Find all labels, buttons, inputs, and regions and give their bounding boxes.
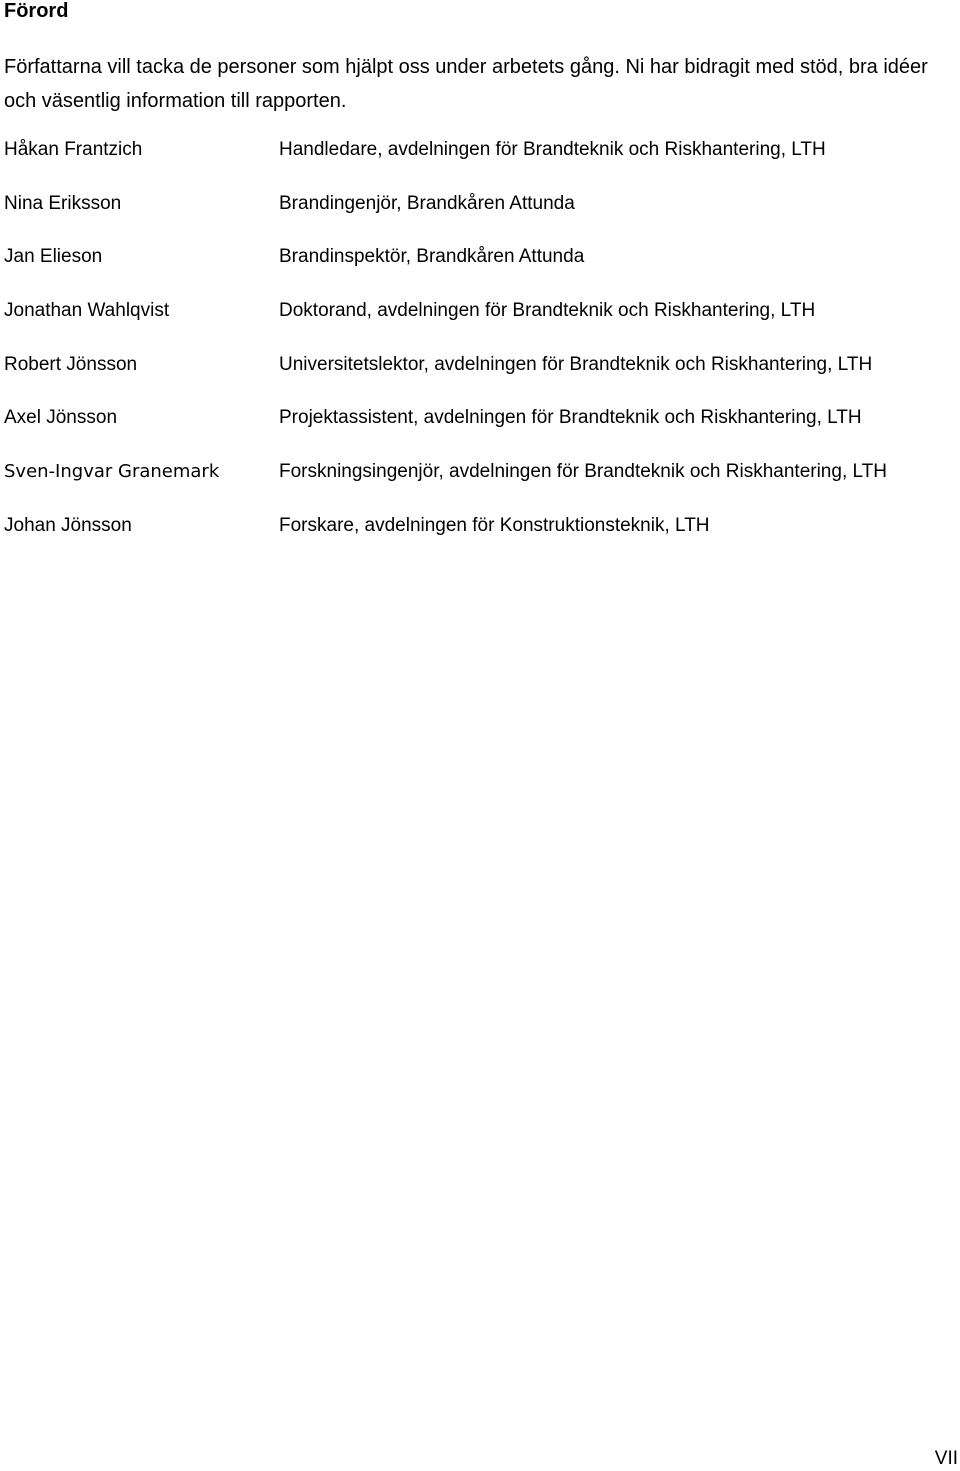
- list-item: [0, 348, 960, 402]
- person-role: Handledare, avdelningen för Brandteknik och Riskhantering, LTH: [279, 139, 826, 160]
- person-name: Jonathan Wahlqvist: [4, 300, 170, 322]
- list-item: [0, 455, 960, 509]
- person-name: Robert Jönsson: [4, 353, 138, 375]
- list-item: [0, 509, 960, 563]
- person-role: Universitetslektor, avdelningen för Brandteknik och Riskhantering, LTH: [279, 353, 873, 375]
- person-name: Sven-Ingvar Granemark: [4, 461, 220, 483]
- list-item: [0, 401, 960, 455]
- list-item: [0, 294, 960, 348]
- intro-paragraph: Författarna vill tacka de personer som hjälpt oss under arbetets gång. Ni har bidragit med stöd, bra idéer och väsentlig information till rapporten.: [4, 56, 928, 112]
- person-role: Forskningsingenjör, avdelningen för Brandteknik och Riskhantering, LTH: [279, 461, 887, 483]
- person-name: Axel Jönsson: [4, 407, 118, 429]
- person-name: Nina Eriksson: [4, 192, 122, 214]
- person-name: Johan Jönsson: [4, 514, 132, 536]
- acknowledgement-list: [0, 133, 960, 563]
- list-item: [0, 240, 960, 294]
- list-item: [0, 133, 960, 187]
- page-number: VII: [934, 1448, 958, 1469]
- person-role: Brandinspektör, Brandkåren Attunda: [279, 246, 585, 268]
- person-role: Projektassistent, avdelningen för Brandteknik och Riskhantering, LTH: [279, 407, 862, 429]
- person-role: Brandingenjör, Brandkåren Attunda: [279, 192, 575, 214]
- person-name: Håkan Frantzich: [4, 139, 143, 160]
- person-name: Jan Elieson: [4, 246, 103, 268]
- page-title: Förord: [4, 0, 69, 22]
- person-role: Doktorand, avdelningen för Brandteknik och Riskhantering, LTH: [279, 300, 816, 322]
- list-item: [0, 187, 960, 241]
- person-role: Forskare, avdelningen för Konstruktionsteknik, LTH: [279, 514, 710, 536]
